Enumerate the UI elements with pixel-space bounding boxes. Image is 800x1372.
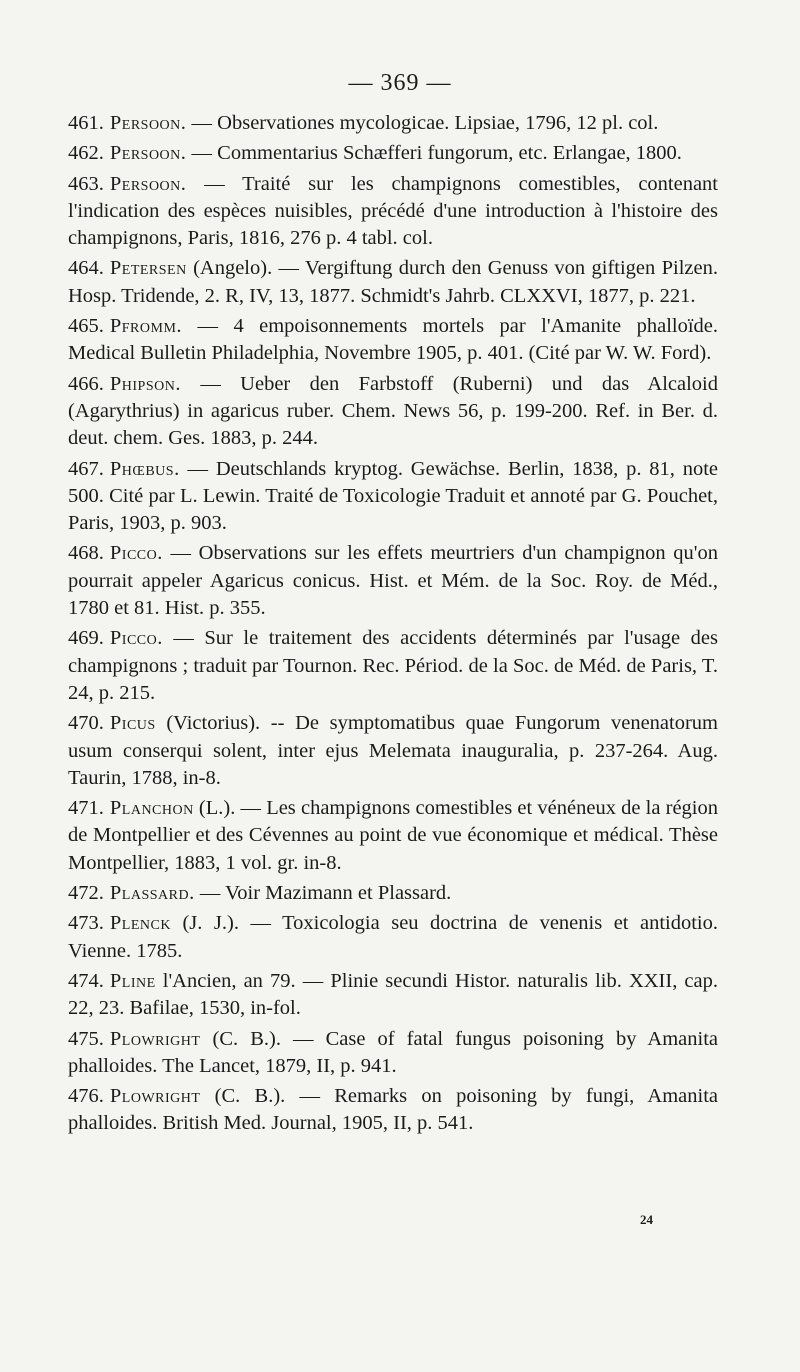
entry-number: 476. (68, 1085, 104, 1108)
entry-462 (68, 140, 718, 167)
entry-number: 466. (68, 372, 104, 395)
entry-text: — Traité sur les champignons comestibles, contenant l'indication des espèces nuisibles, précédé d'une introduction à l'histoire des champignons, Paris, 1816, 276 p. 4 tabl. col. (68, 172, 719, 250)
entry-number: 467. (68, 457, 104, 480)
entry-author: Planchon (109, 797, 194, 820)
entry-author: Plowright (109, 1085, 201, 1108)
entry-text: (J. J.). — Toxicologia seu doctrina de venenis et antidotio. Vienne. 1785. (68, 912, 718, 962)
entry-475 (68, 1026, 718, 1081)
entry-number: 473. (68, 912, 104, 935)
page-number: — 369 — (348, 70, 452, 96)
bibliography-list (68, 110, 718, 1141)
entry-text: (Victorius). -- De symptomatibus quae Fungorum venenatorum usum conserqui solent, inter ejus Melemata inauguralia, p. 237-264. Aug. Taurin, 1788, in-8. (68, 712, 718, 789)
entry-474 (68, 968, 718, 1023)
entry-text: — Observationes mycologicae. Lipsiae, 1796, 12 pl. col. (191, 112, 659, 134)
entry-text: — Deutschlands kryptog. Gewächse. Berlin, 1838, p. 81, note 500. Cité par L. Lewin. Traité de Toxicologie Traduit et annoté par G. Pouchet, Paris, 1903, p. 903. (68, 457, 718, 535)
entry-author: Pfromm. (109, 315, 183, 338)
entry-author: Picus (109, 712, 156, 735)
entry-number: 471. (68, 797, 104, 820)
entry-468 (68, 540, 718, 622)
entry-471 (68, 795, 718, 877)
entry-author: Phœbus. (109, 457, 180, 480)
entry-author: Persoon. (109, 172, 187, 195)
entry-author: Plassard. (109, 882, 195, 905)
entry-number: 470. (68, 712, 104, 735)
entry-473 (68, 910, 718, 965)
entry-author: Pline (109, 969, 156, 992)
entry-number: 472. (68, 882, 104, 905)
entry-text: — Sur le traitement des accidents déterminés par l'usage des champignons ; traduit par Tournon. Rec. Périod. de la Soc. de Méd. de Paris, T. 24, p. 215. (68, 627, 718, 704)
entry-463 (68, 171, 718, 253)
entry-text: (C. B.). — Remarks on poisoning by fungi, Amanita phalloides. British Med. Journal, 1905, II, p. 541. (68, 1085, 718, 1135)
entry-text: — Ueber den Farbstoff (Ruberni) und das Alcaloid (Agarythrius) in agaricus ruber. Chem. News 56, p. 199-200. Ref. in Ber. d. deut. chem. Ges. 1883, p. 244. (68, 372, 718, 450)
entry-465 (68, 313, 718, 368)
entry-text: (C. B.). — Case of fatal fungus poisoning by Amanita phalloides. The Lancet, 1879, II, p. 941. (68, 1027, 718, 1077)
entry-467 (68, 456, 718, 538)
entry-number: 474. (68, 969, 104, 992)
entry-number: 461. (68, 112, 104, 134)
entry-text: (L.). — Les champignons comestibles et vénéneux de la région de Montpellier et des Cévennes au point de vue économique et médical. Thèse Montpellier, 1883, 1 vol. gr. in-8. (68, 797, 719, 874)
entry-author: Picco. (109, 542, 163, 565)
entry-number: 468. (68, 542, 104, 565)
entry-472 (68, 880, 718, 907)
entry-470 (68, 710, 718, 792)
entry-text: l'Ancien, an 79. — Plinie secundi Histor. naturalis lib. XXII, cap. 22, 23. Bafilae, 1530, in-fol. (68, 969, 719, 1020)
entry-text: — 4 empoisonnements mortels par l'Amanite phalloïde. Medical Bulletin Philadelphia, Novembre 1905, p. 401. (Cité par W. W. Ford). (68, 315, 719, 365)
entry-464 (68, 255, 718, 310)
entry-text: — Voir Mazimann et Plassard. (199, 882, 452, 905)
entry-number: 469. (68, 627, 104, 650)
entry-author: Petersen (109, 257, 187, 280)
entry-476 (68, 1083, 718, 1138)
entry-number: 475. (68, 1027, 104, 1050)
entry-number: 464. (68, 257, 104, 280)
entry-text: — Commentarius Schæfferi fungorum, etc. Erlangae, 1800. (191, 142, 682, 165)
entry-number: 465. (68, 315, 104, 338)
entry-author: Persoon. (109, 112, 187, 134)
entry-author: Picco. (109, 627, 163, 650)
entry-466 (68, 371, 718, 453)
entry-author: Phipson. (109, 372, 181, 395)
entry-author: Plowright (109, 1027, 201, 1050)
entry-author: Persoon. (109, 142, 187, 165)
entry-469 (68, 625, 718, 707)
entry-text: — Observations sur les effets meurtriers d'un champignon qu'on pourrait appeler Agaricus conicus. Hist. et Mém. de la Soc. Roy. de Méd., 1780 et 81. Hist. p. 355. (68, 542, 718, 620)
entry-461 (68, 110, 718, 137)
entry-number: 463. (68, 172, 104, 195)
entry-text: (Angelo). — Vergiftung durch den Genuss von giftigen Pilzen. Hosp. Tridende, 2. R, IV, 13, 1877. Schmidt's Jahrb. CLXXVI, 1877, p. 221. (68, 257, 718, 307)
signature-mark: 24 (640, 1212, 653, 1227)
entry-number: 462. (68, 142, 104, 165)
entry-author: Plenck (109, 912, 171, 935)
